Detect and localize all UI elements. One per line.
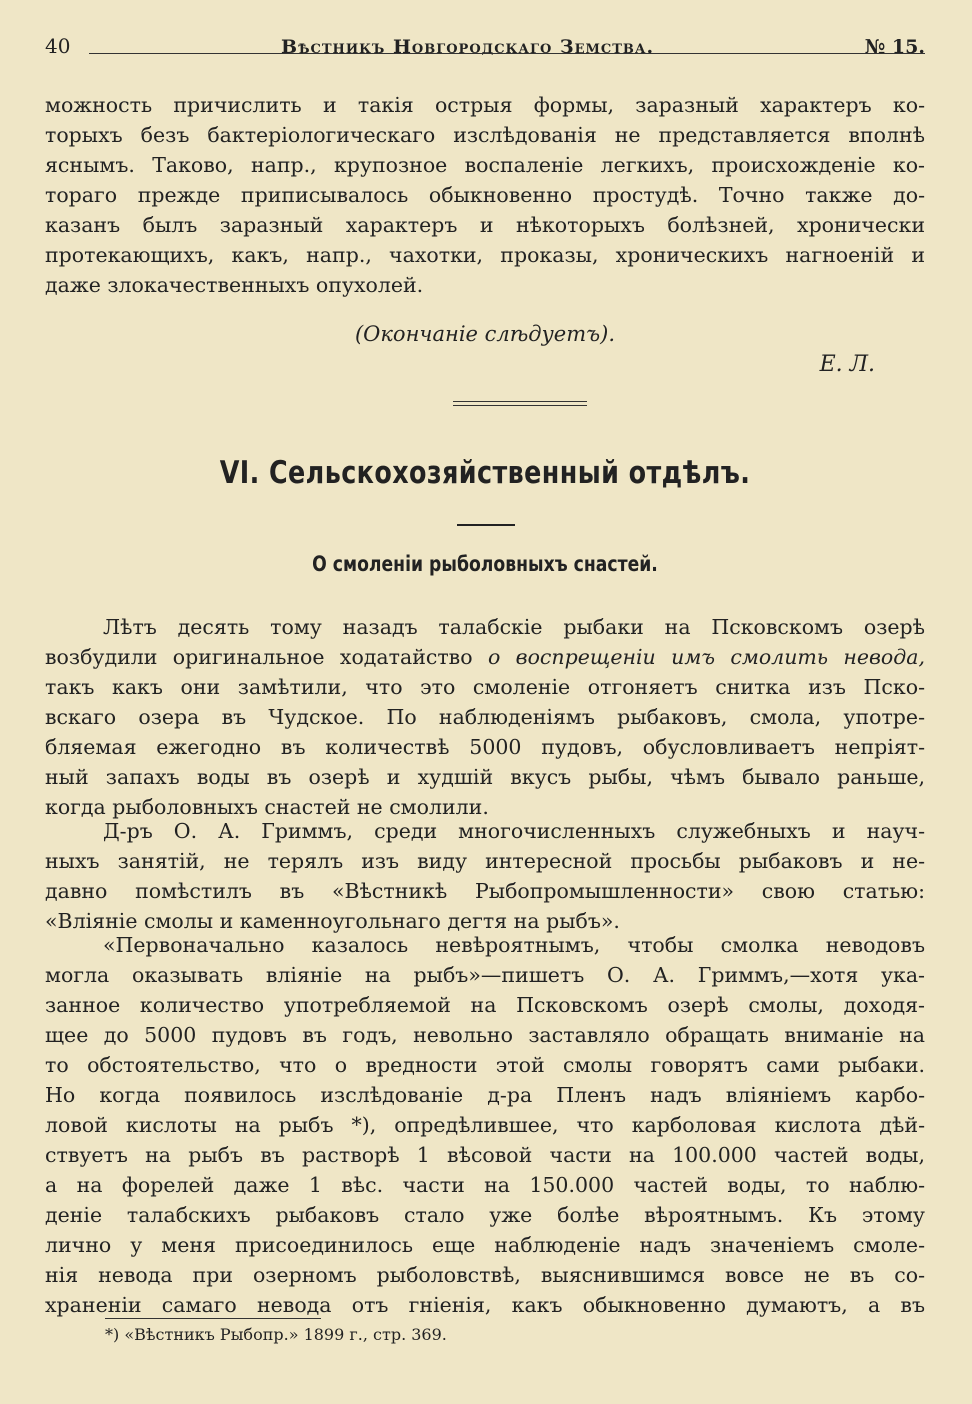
issue-number: № 15. xyxy=(864,36,925,58)
footnote: *) «Вѣстникъ Рыбопр.» 1899 г., стр. 369. xyxy=(105,1325,447,1344)
document-page xyxy=(45,0,925,1404)
text-line: бляемая ежегодно въ количествѣ 5000 пудовъ, обусловливаетъ непріят- xyxy=(45,735,925,759)
text-line: возбудили оригинальное ходатайство о воспрещеніи имъ смолить невода, xyxy=(45,645,926,669)
text-line: нія невода при озерномъ рыболовствѣ, выяснившимся вовсе не въ со- xyxy=(45,1263,925,1287)
continuation-note: (Окончаніе слѣдуетъ). xyxy=(354,322,616,346)
text-line: можность причислить и такія острыя формы, заразный характеръ ко- xyxy=(45,93,925,117)
text-line: «Первоначально казалось невѣроятнымъ, чтобы смолка неводовъ xyxy=(103,933,925,957)
text-line: ствуетъ на рыбъ въ растворѣ 1 вѣсовой части на 100.000 частей воды, xyxy=(45,1143,925,1167)
text-line: когда рыболовныхъ снастей не смолили. xyxy=(45,795,489,819)
text-line: храненіи самаго невода отъ гніенія, какъ обыкновенно думаютъ, а въ xyxy=(45,1293,925,1317)
text-line: казанъ былъ заразный характеръ и нѣкоторыхъ болѣзней, хронически xyxy=(45,213,925,237)
text-line: лично у меня присоединилось еще наблюденіе надъ значеніемъ смоле- xyxy=(45,1233,925,1257)
header-rule xyxy=(89,53,925,54)
text-line: давно помѣстилъ въ «Вѣстникѣ Рыбопромышленности» свою статью: xyxy=(45,879,925,903)
text-line: Лѣтъ десять тому назадъ талабскіе рыбаки на Псковскомъ озерѣ xyxy=(103,615,925,639)
author-signature: Е. Л. xyxy=(819,352,875,377)
text-line: ный запахъ воды въ озерѣ и худшій вкусъ рыбы, чѣмъ бывало раньше, xyxy=(45,765,925,789)
article-subtitle: О смоленіи рыболовныхъ снастей. xyxy=(312,552,658,576)
text-line: даже злокачественныхъ опухолей. xyxy=(45,273,424,297)
text-line: деніе талабскихъ рыбаковъ стало уже болѣе вѣроятнымъ. Къ этому xyxy=(45,1203,925,1227)
page-number: 40 xyxy=(45,34,71,58)
text-line: такъ какъ они замѣтили, что это смоленіе отгоняетъ снитка изъ Пско- xyxy=(45,675,925,699)
text-line: ловой кислоты на рыбъ *), опредѣлившее, что карболовая кислота дѣй- xyxy=(45,1113,925,1137)
text-line: а на форелей даже 1 вѣс. части на 150.000 частей воды, то наблю- xyxy=(45,1173,925,1197)
text-line: Но когда появилось изслѣдованіе д-ра Пленъ надъ вліяніемъ карбо- xyxy=(45,1083,925,1107)
text-line: «Вліяніе смолы и каменноугольнаго дегтя на рыбъ». xyxy=(45,909,620,933)
paragraph-2 xyxy=(45,816,925,936)
text-line: то обстоятельство, что о вредности этой смолы говорятъ сами рыбаки. xyxy=(45,1053,925,1077)
text-line: Д-ръ О. А. Гриммъ, среди многочисленныхъ служебныхъ и науч- xyxy=(103,819,925,843)
paragraph-1 xyxy=(45,612,925,822)
text-line: яснымъ. Таково, напр., крупозное воспаленіе легкихъ, происхожденіе ко- xyxy=(45,153,925,177)
paragraph-3 xyxy=(45,930,925,1320)
article-ending-paragraph xyxy=(45,90,925,300)
footnote-rule xyxy=(105,1318,321,1319)
section-title: VI. Сельскохозяйственный отдѣлъ. xyxy=(219,455,751,491)
text-line: тораго прежде приписывалось обыкновенно простудѣ. Точно также до- xyxy=(45,183,925,207)
title-rule xyxy=(457,524,515,526)
text-line: вскаго озера въ Чудское. По наблюденіямъ рыбаковъ, смола, употре- xyxy=(45,705,925,729)
text-line: ныхъ занятій, не терялъ изъ виду интересной просьбы рыбаковъ и не- xyxy=(45,849,925,873)
italic-phrase: о воспрещеніи имъ смолить невода, xyxy=(487,645,926,669)
text-line: торыхъ безъ бактеріологическаго изслѣдованія не представляется вполнѣ xyxy=(45,123,925,147)
text-line: могла оказывать вліяніе на рыбъ»—пишетъ О. А. Гриммъ,—хотя ука- xyxy=(45,963,925,987)
text-line: занное количество употребляемой на Псковскомъ озерѣ смолы, доходя- xyxy=(45,993,925,1017)
text-line: щее до 5000 пудовъ въ годъ, невольно заставляло обращать вниманіе на xyxy=(45,1023,925,1047)
text-line: протекающихъ, какъ, напр., чахотки, проказы, хроническихъ нагноеній и xyxy=(45,243,925,267)
section-separator xyxy=(453,401,587,409)
journal-title: Вѣстникъ Новгородскаго Земства. xyxy=(281,36,655,58)
